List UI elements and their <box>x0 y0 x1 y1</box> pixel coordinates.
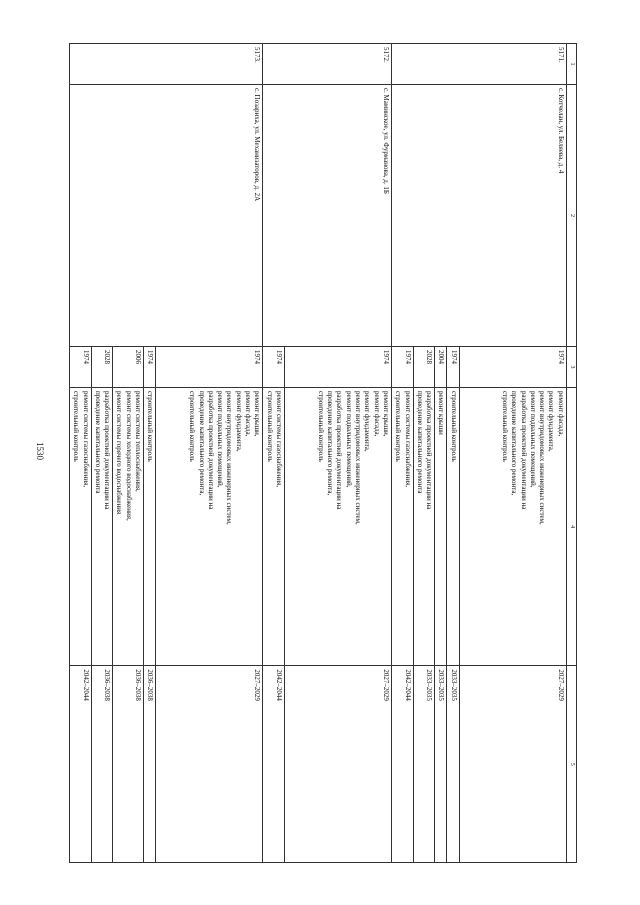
work-item: разработка проектной документации на <box>335 390 344 510</box>
header-cell: 5 <box>566 666 576 863</box>
building-number: 5172. <box>263 44 392 85</box>
header-row <box>566 44 576 863</box>
construction-year: 1974 <box>144 347 156 388</box>
repair-works <box>263 387 285 665</box>
table-row <box>459 44 566 863</box>
page-number: 1530 <box>35 442 45 460</box>
work-item: ремонт крыши, <box>381 390 390 437</box>
repair-period: 2042–2044 <box>69 666 91 863</box>
repair-works <box>91 387 113 665</box>
work-item: ремонт фундамента, <box>547 390 556 452</box>
repair-period: 2042–2044 <box>391 666 413 863</box>
repair-works <box>391 387 413 665</box>
repair-works <box>69 387 91 665</box>
building-address: с. Маминское, ул. Фурманова, д. 1Б <box>263 84 392 346</box>
building-address: с. Котчелан, ул. Беляева, д. 4 <box>391 84 566 346</box>
work-item: проведение капитального ремонта, <box>197 390 206 496</box>
table-row <box>284 44 391 863</box>
building-number: 5173. <box>69 44 262 85</box>
construction-year: 1974 <box>391 347 413 388</box>
work-item: ремонт фасада, <box>244 390 253 437</box>
repair-period: 2036–2038 <box>91 666 113 863</box>
work-item: ремонт внутридомовых инженерных систем, <box>538 390 547 525</box>
work-item: разработка проектной документации на <box>519 390 528 510</box>
construction-year: 1974 <box>447 347 459 388</box>
table-row <box>156 44 263 863</box>
repair-period: 2027–2029 <box>459 666 566 863</box>
work-item: проведение капитального ремонта, <box>510 390 519 496</box>
construction-year: 2004 <box>435 347 447 388</box>
construction-year: 2028 <box>91 347 113 388</box>
work-item: ремонт системы газоснабжения, <box>403 390 412 488</box>
work-item: ремонт фундамента, <box>234 390 243 452</box>
work-item: ремонт фундамента, <box>363 390 372 452</box>
construction-year: 1974 <box>69 347 91 388</box>
work-item: проведение капитального ремонта <box>93 390 102 494</box>
header-cell: 1 <box>566 44 576 85</box>
building-address: с. Позариха, ул. Механизаторов, д. 2А <box>69 84 262 346</box>
work-item: ремонт подвальных помещений, <box>344 390 353 488</box>
repair-works <box>435 387 447 665</box>
register-sheet <box>72 43 577 863</box>
work-item: ремонт системы газоснабжения, <box>274 390 283 488</box>
repair-works <box>447 387 459 665</box>
construction-year: 2006 <box>113 347 144 388</box>
repair-works <box>113 387 144 665</box>
work-item: ремонт крыши, <box>253 390 262 437</box>
work-item: ремонт подвальных помещений, <box>528 390 537 488</box>
work-item: ремонт системы газоснабжения, <box>81 390 90 488</box>
work-item: проведение капитального ремонта <box>415 390 424 494</box>
repair-period: 2042–2044 <box>263 666 285 863</box>
construction-year: 1974 <box>156 347 263 388</box>
header-cell: 2 <box>566 84 576 346</box>
work-item: ремонт системы теплоснабжения, <box>134 390 143 492</box>
repair-period: 2036–2038 <box>113 666 144 863</box>
work-item: ремонт системы горячего водоснабжения <box>115 390 124 515</box>
work-item: ремонт внутридомовых инженерных систем, <box>225 390 234 525</box>
work-item: строительный контроль <box>500 390 509 462</box>
work-item: ремонт внутридомовых инженерных систем, <box>354 390 363 525</box>
work-item: ремонт крыши <box>437 390 446 435</box>
work-item: ремонт фасада, <box>372 390 381 437</box>
repair-period: 2033–2035 <box>435 666 447 863</box>
work-item: ремонт фасада, <box>556 390 565 437</box>
work-item: строительный контроль <box>72 390 81 462</box>
repair-period: 2033–2035 <box>447 666 459 863</box>
construction-year: 1974 <box>284 347 391 388</box>
repair-schedule-table <box>69 43 577 863</box>
construction-year: 1974 <box>459 347 566 388</box>
repair-period: 2036–2038 <box>144 666 156 863</box>
repair-period: 2027–2029 <box>156 666 263 863</box>
work-item: строительный контроль <box>265 390 274 462</box>
work-item: строительный контроль <box>449 390 458 462</box>
repair-works <box>144 387 156 665</box>
repair-works <box>459 387 566 665</box>
work-item: строительный контроль <box>394 390 403 462</box>
construction-year: 2028 <box>413 347 435 388</box>
repair-period: 2027–2029 <box>284 666 391 863</box>
work-item: разработка проектной документации на <box>425 390 434 510</box>
work-item: разработка проектной документации на <box>206 390 215 510</box>
work-item: ремонт подвальных помещений, <box>216 390 225 488</box>
header-cell: 4 <box>566 387 576 665</box>
construction-year: 1974 <box>263 347 285 388</box>
register-body <box>69 44 566 863</box>
header-cell: 3 <box>566 347 576 388</box>
repair-works <box>156 387 263 665</box>
building-number: 5171. <box>391 44 566 85</box>
repair-works <box>284 387 391 665</box>
work-item: разработка проектной документации на <box>103 390 112 510</box>
repair-period: 2033–2035 <box>413 666 435 863</box>
work-item: строительный контроль <box>316 390 325 462</box>
work-item: строительный контроль <box>146 390 155 462</box>
repair-works <box>413 387 435 665</box>
work-item: строительный контроль <box>188 390 197 462</box>
work-item: проведение капитального ремонта, <box>326 390 335 496</box>
work-item: ремонт системы холодного водоснабжения, <box>124 390 133 521</box>
